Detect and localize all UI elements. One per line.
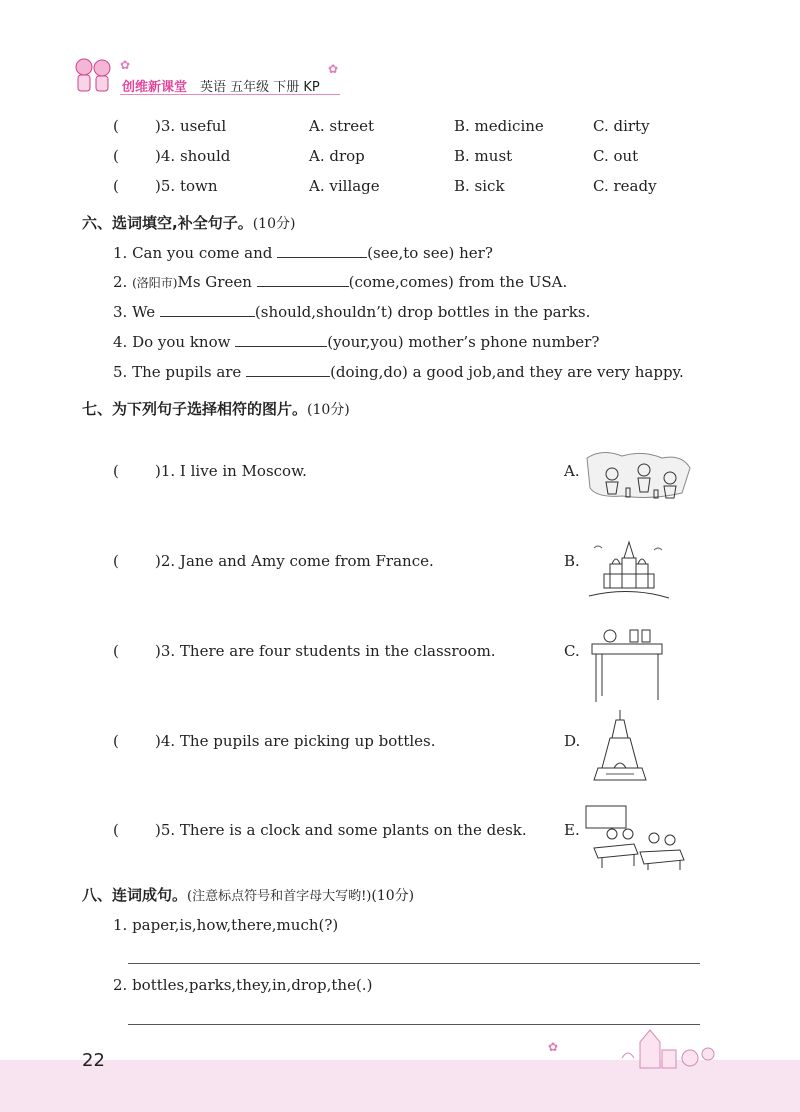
option-a: A. street [309,117,375,135]
option-b: B. medicine [454,117,544,135]
page-number: 22 [82,1050,105,1071]
question-word: )5. town [155,177,218,195]
svg-text:✿: ✿ [328,62,339,76]
match-paren[interactable]: ( [113,821,119,839]
match-sentence: )3. There are four students in the classroom. [155,642,496,660]
picture-kids-picking-bottles [582,448,694,504]
header [70,55,340,95]
match-paren[interactable]: ( [113,642,119,660]
picture-moscow-cathedral [584,540,674,606]
answer-paren[interactable]: ( [113,177,119,195]
reorder-item-2: 2. bottles,parks,they,in,drop,the(.) [113,976,373,994]
question-word: )3. useful [155,117,227,135]
picture-letter: A. [564,462,580,480]
star-icon [328,62,342,76]
picture-desk-clock-plants [590,626,666,704]
star-icon [120,58,134,72]
fill-blank[interactable] [160,302,255,317]
fill-item-2: 2. (洛阳市)Ms Green (come,comes) from the USA. [113,273,568,291]
picture-letter: D. [564,732,581,750]
match-paren[interactable]: ( [113,462,119,480]
picture-eiffel-tower [592,708,648,784]
option-c: C. dirty [593,117,650,135]
fill-blank[interactable] [235,332,327,347]
picture-letter: B. [564,552,580,570]
picture-classroom-students [584,804,688,870]
svg-text:✿: ✿ [120,58,131,72]
section7-title: 七、为下列句子选择相符的图片。(10分) [82,400,350,418]
section6-title: 六、选词填空,补全句子。(10分) [82,214,296,232]
answer-paren[interactable]: ( [113,117,119,135]
flower-icon [548,1040,562,1054]
match-sentence: )1. I live in Moscow. [155,462,307,480]
region-note: (洛阳市) [132,276,178,290]
option-a: A. village [309,177,380,195]
option-a: A. drop [309,147,365,165]
castle-decoration-icon [610,1022,720,1070]
option-b: B. must [454,147,513,165]
match-sentence: )5. There is a clock and some plants on the desk. [155,821,527,839]
fill-item-4: 4. Do you know (your,you) mother’s phone number? [113,333,600,351]
header-rule [120,94,340,95]
picture-letter: C. [564,642,580,660]
header-subject: 英语 五年级 下册 KP [200,80,320,95]
match-sentence: )4. The pupils are picking up bottles. [155,732,436,750]
fill-item-1: 1. Can you come and (see,to see) her? [113,244,493,262]
fill-blank[interactable] [257,272,349,287]
kids-logo-icon [70,55,118,95]
fill-item-3: 3. We (should,shouldn’t) drop bottles in the parks. [113,303,591,321]
picture-letter: E. [564,821,580,839]
answer-paren[interactable]: ( [113,147,119,165]
option-c: C. out [593,147,639,165]
section8-title: 八、连词成句。(注意标点符号和首字母大写哟!)(10分) [82,886,415,904]
fill-item-5: 5. The pupils are (doing,do) a good job,and they are very happy. [113,363,684,381]
fill-blank[interactable] [246,362,330,377]
svg-text:✿: ✿ [548,1040,559,1054]
reorder-item-1: 1. paper,is,how,there,much(?) [113,916,339,934]
answer-line[interactable] [128,963,700,964]
fill-blank[interactable] [277,243,367,258]
brand-name: 创维新课堂 [122,80,188,95]
match-paren[interactable]: ( [113,732,119,750]
match-sentence: )2. Jane and Amy come from France. [155,552,434,570]
match-paren[interactable]: ( [113,552,119,570]
option-c: C. ready [593,177,657,195]
option-b: B. sick [454,177,505,195]
question-word: )4. should [155,147,231,165]
